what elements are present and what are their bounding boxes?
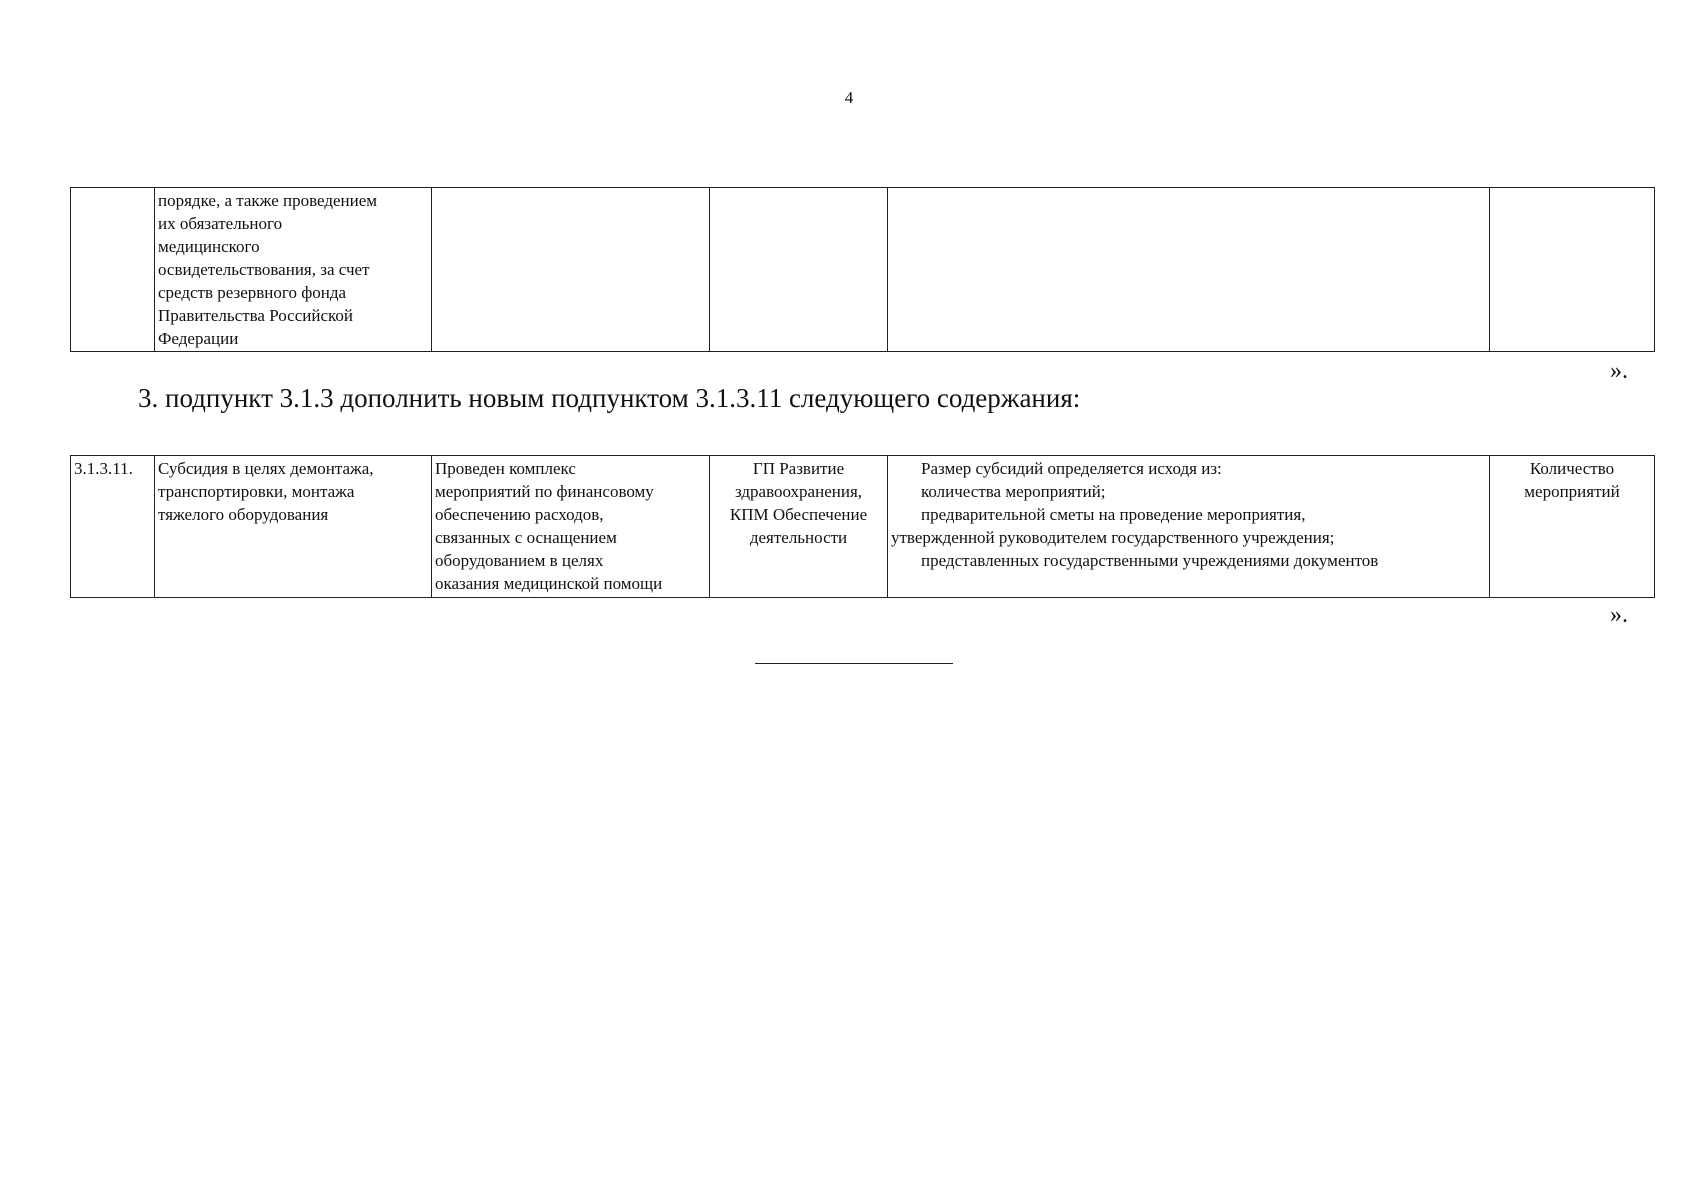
text-line: Субсидия в целях демонтажа, [158, 459, 374, 478]
text-line: предварительной сметы на проведение мероприятия, [921, 505, 1306, 524]
formula-lines [891, 457, 1486, 572]
text-line: Федерации [158, 329, 239, 348]
cell-indicator [1490, 188, 1655, 352]
text-line: медицинского [158, 237, 260, 256]
text-line: КПМ Обеспечение [729, 505, 868, 524]
text-line: средств резервного фонда [158, 283, 347, 302]
text-line: мероприятий по финансовому [435, 482, 654, 501]
new-subitem-table [70, 455, 1655, 598]
cell-number [71, 188, 155, 352]
closing-quote: ». [1610, 358, 1628, 384]
continuation-table [70, 187, 1655, 352]
closing-quote: ». [1610, 602, 1628, 628]
cell-name [155, 188, 432, 352]
cell-formula [888, 456, 1490, 598]
text-line: порядке, а также проведением [158, 191, 378, 210]
text-line: тяжелого оборудования [158, 505, 329, 524]
text-line: здравоохранения, [734, 482, 863, 501]
text-line: их обязательного [158, 214, 283, 233]
text-line: количества мероприятий; [921, 482, 1106, 501]
continuation-name-lines [158, 189, 428, 350]
text-line: транспортировки, монтажа [158, 482, 355, 501]
program-lines [713, 457, 884, 549]
text-line: мероприятий [1524, 482, 1620, 501]
text-line: ГП Развитие [752, 459, 845, 478]
cell-program [710, 456, 888, 598]
indicator-lines [1493, 457, 1651, 503]
page-number: 4 [844, 88, 854, 107]
text-line: утвержденной руководителем государственного учреждения; [891, 528, 1335, 547]
table-row [71, 188, 1655, 352]
subsidy-name-lines [158, 457, 428, 526]
text-line: оборудованием в целях [435, 551, 604, 570]
cell-name [155, 456, 432, 598]
text-line: оказания медицинской помощи [435, 574, 663, 593]
table-row [71, 456, 1655, 598]
cell-result [432, 188, 710, 352]
text-line: Проведен комплекс [435, 459, 576, 478]
text-line: освидетельствования, за счет [158, 260, 370, 279]
cell-formula [888, 188, 1490, 352]
text-line: Правительства Российской [158, 306, 354, 325]
text-line: обеспечению расходов, [435, 505, 604, 524]
cell-result [432, 456, 710, 598]
text-line: деятельности [749, 528, 848, 547]
text-line: связанных с оснащением [435, 528, 617, 547]
cell-indicator [1490, 456, 1655, 598]
end-separator-line [755, 663, 953, 664]
text-line: Размер субсидий определяется исходя из: [921, 459, 1222, 478]
cell-program [710, 188, 888, 352]
result-lines [435, 457, 706, 595]
text-line: Количество [1529, 459, 1615, 478]
instruction-paragraph: 3. подпункт 3.1.3 дополнить новым подпунктом 3.1.3.11 следующего содержания: [138, 383, 1081, 413]
cell-number: 3.1.3.11. [71, 456, 155, 598]
text-line: представленных государственными учреждениями документов [921, 551, 1379, 570]
